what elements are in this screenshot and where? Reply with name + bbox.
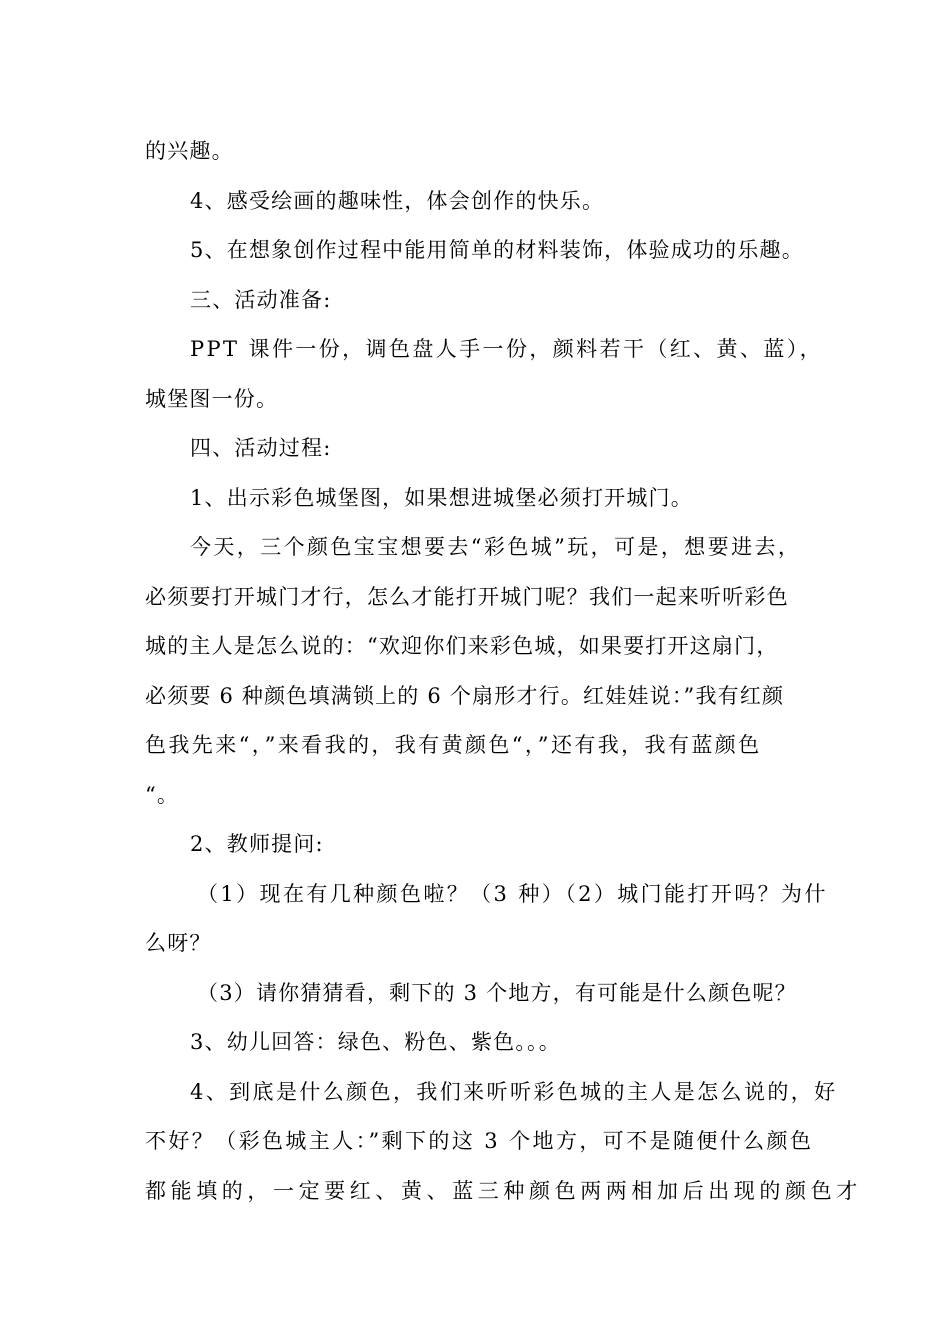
text-line: （3）请你猜猜看，剩下的 3 个地方，有可能是什么颜色呢？ [197, 980, 797, 1005]
text-line: 么呀？ [145, 931, 212, 955]
text-line: 1、出示彩色城堡图，如果想进城堡必须打开城门。 [190, 485, 693, 510]
section-heading: 四、活动过程: [190, 436, 332, 460]
text-line: 都能填的，一定要红、黄、蓝三种颜色两两相加后出现的颜色才 [145, 1178, 862, 1203]
text-line: 3、幼儿回答：绿色、粉色、紫色。。。 [190, 1030, 561, 1054]
text-line: 4、到底是什么颜色，我们来听听彩色城的主人是怎么说的，好 [190, 1079, 838, 1104]
text-line: 不好？（彩色城主人：”剩下的这 3 个地方，可不是随便什么颜色 [145, 1129, 814, 1153]
text-line: “。 [145, 782, 180, 807]
document-page [145, 127, 862, 1216]
section-heading: 三、活动准备: [190, 287, 332, 312]
text-line: 色我先来“，”来看我的，我有黄颜色“，”还有我，我有蓝颜色 [145, 733, 762, 757]
text-line: 5、在想象创作过程中能用简单的材料装饰，体验成功的乐趣。 [190, 238, 804, 262]
text-line: 必须要 6 种颜色填满锁上的 6 个扇形才行。红娃娃说：”我有红颜 [145, 683, 785, 708]
section-heading: 2、教师提问: [190, 832, 324, 856]
text-line: 城堡图一份。 [145, 386, 279, 411]
text-line: 的兴趣。 [145, 139, 234, 163]
text-line: （1）现在有几种颜色啦？（3 种）（2）城门能打开吗？为什 [197, 881, 828, 906]
text-line: 城的主人是怎么说的：“欢迎你们来彩色城，如果要打开这扇门， [145, 634, 779, 658]
text-line: 今天，三个颜色宝宝想要去“彩色城”玩，可是，想要进去， [190, 535, 802, 559]
text-line: 必须要打开城门才行，怎么才能打开城门呢？我们一起来听听彩色 [145, 584, 789, 609]
text-line: PPT 课件一份，调色盘人手一份，颜料若干（红、黄、蓝）， [190, 337, 824, 361]
text-line: 4、感受绘画的趣味性，体会创作的快乐。 [190, 188, 605, 213]
